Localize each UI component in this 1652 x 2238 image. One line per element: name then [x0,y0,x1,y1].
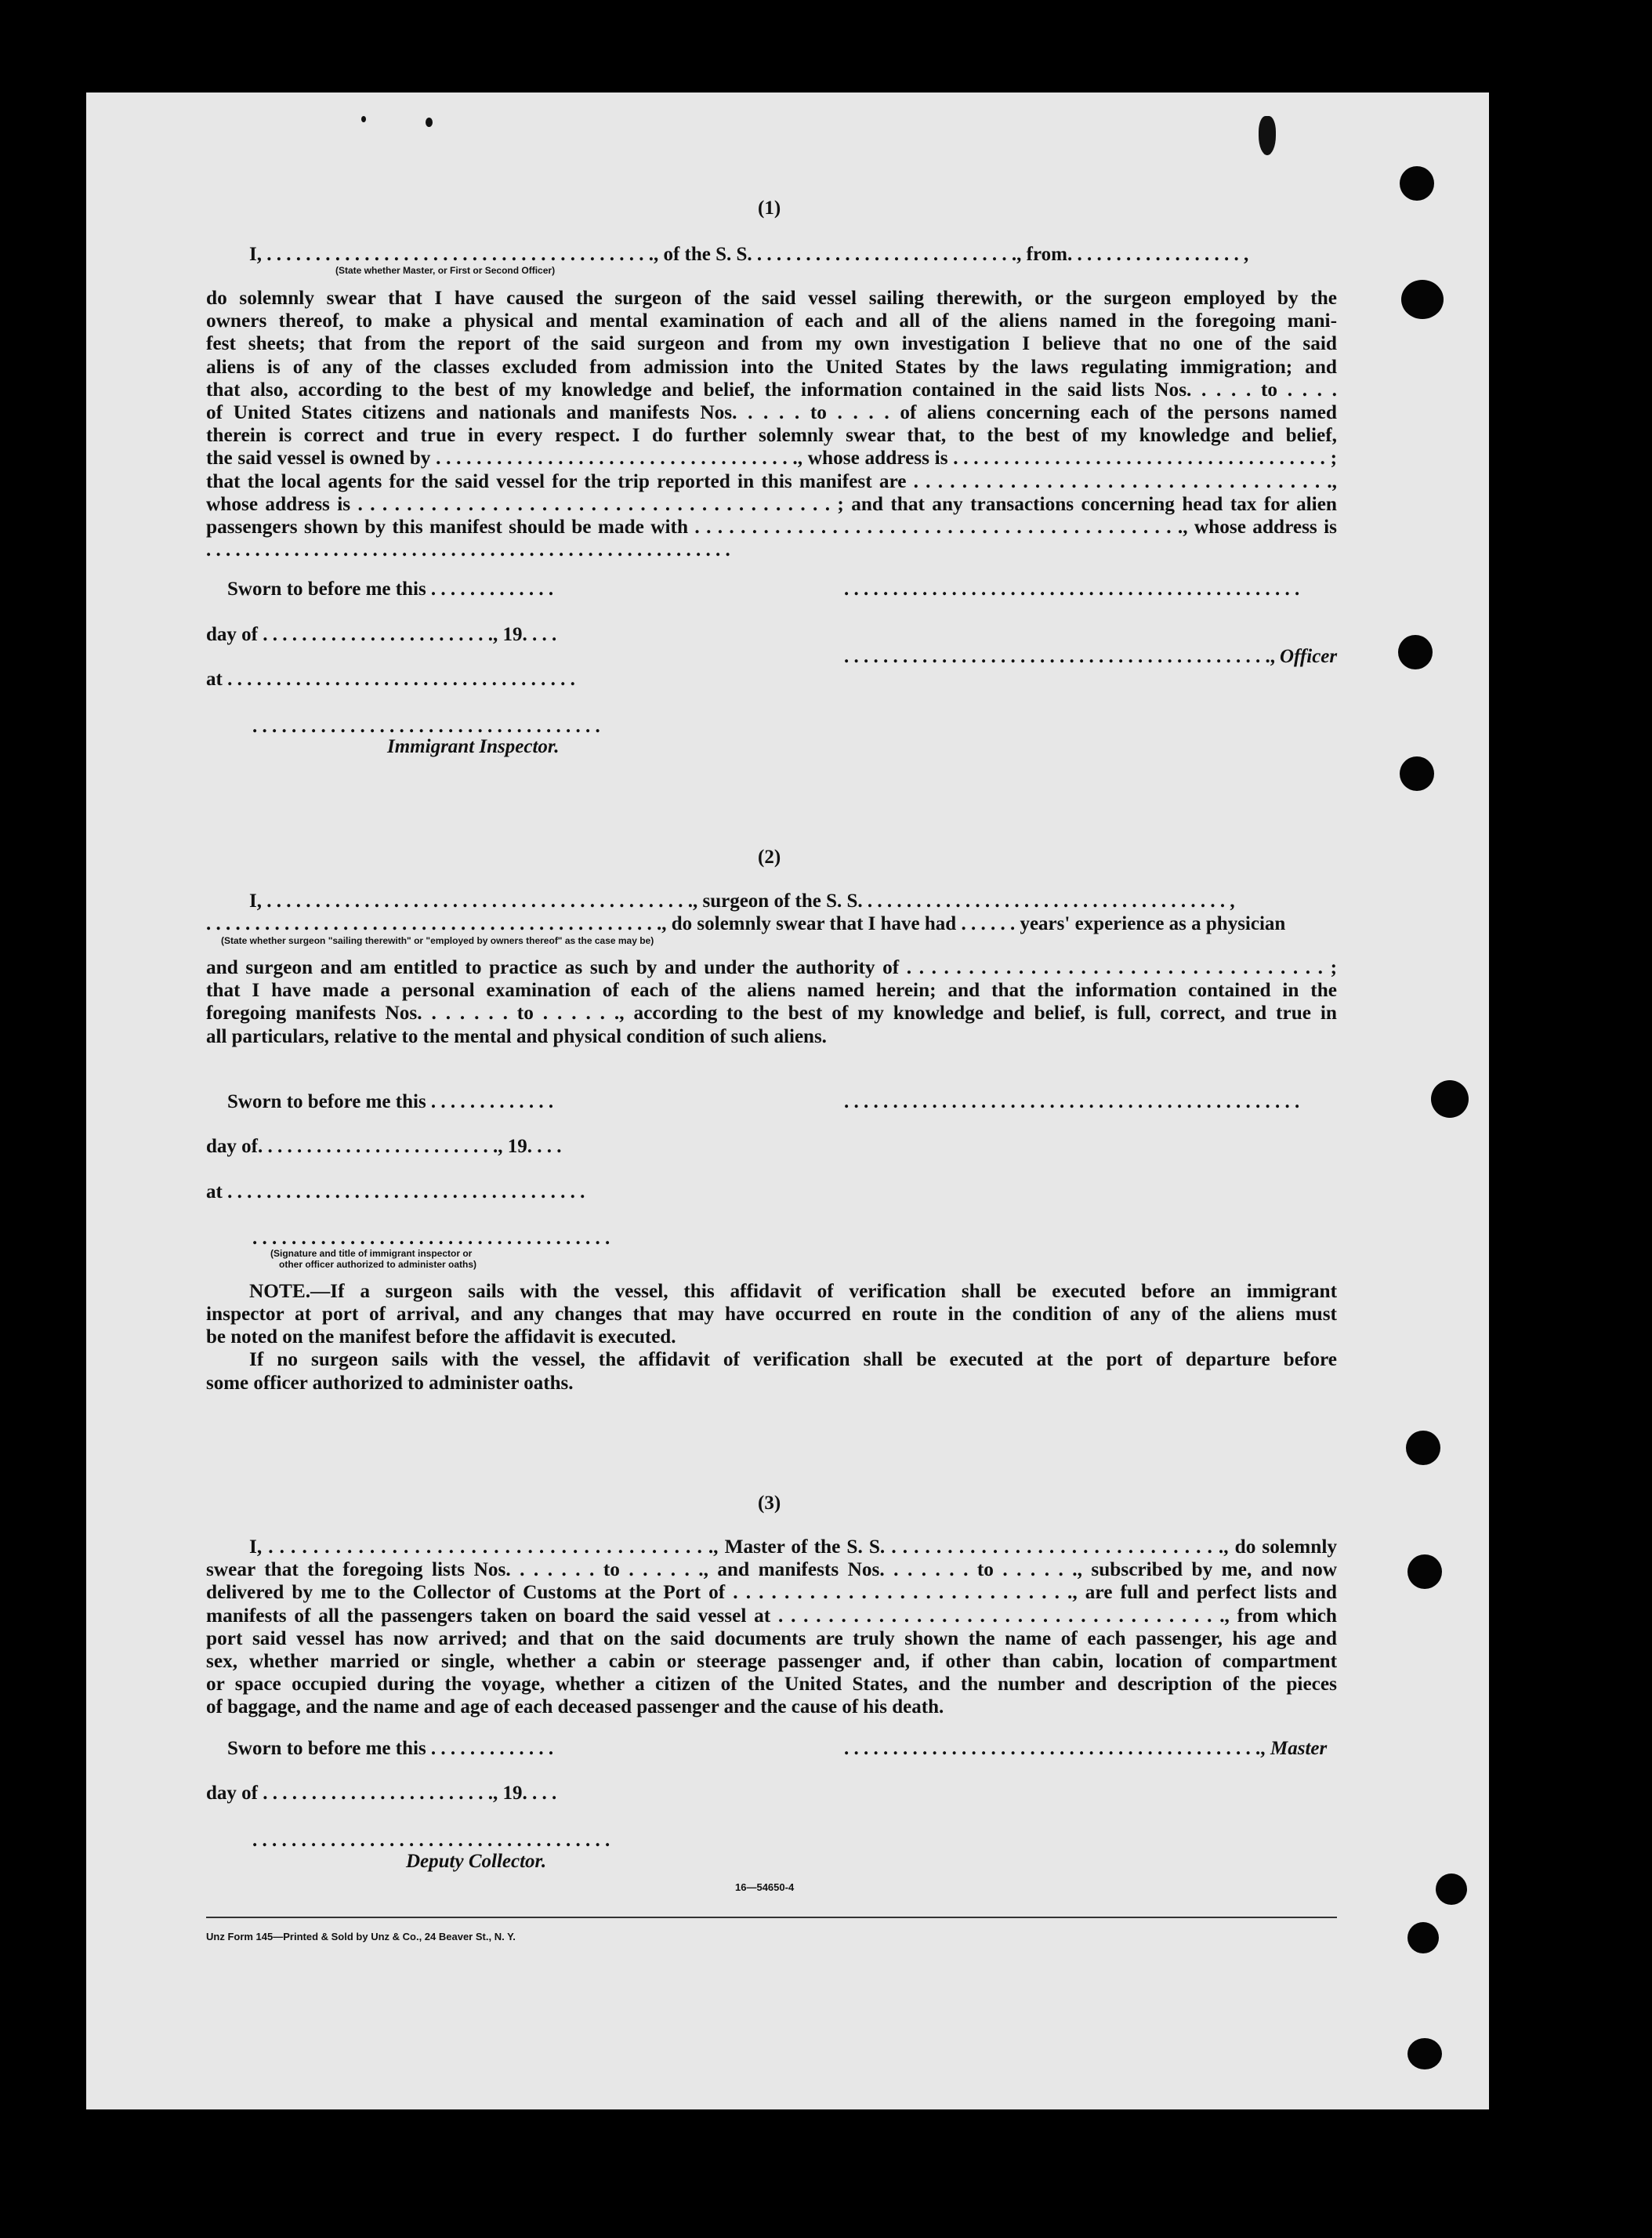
s3-text-line: swear that the foregoing lists Nos. . . . . . . to . . . . . ., and manifests Nos. . . . . . . to . . . . . ., subscribed by me, and now [206,1558,1337,1581]
s1-sworn: Sworn to before me this . . . . . . . . . . . . . [227,579,554,600]
binder-hole [1400,756,1434,791]
s2-line-2: . . . . . . . . . . . . . . . . . . . . . . . . . . . . . . . . . . . . . . . . . . . . . . ., do solemnly swear that I have had . . . . . . years' experience as a physician [206,913,1286,934]
s2-at: at . . . . . . . . . . . . . . . . . . . . . . . . . . . . . . . . . . . . . [206,1181,585,1202]
section-3-number: (3) [758,1493,781,1514]
footer-rule [206,1917,1337,1918]
s3-day: day of . . . . . . . . . . . . . . . . . . . . . . . ., 19. . . . [206,1783,557,1804]
section-1-number: (1) [758,198,781,219]
binder-hole [1401,280,1444,319]
s3-sworn: Sworn to before me this . . . . . . . . . . . . . [227,1738,554,1759]
s2-text-line: all particulars, relative to the mental and physical condition of such aliens. [206,1025,827,1047]
s2-text-line: foregoing manifests Nos. . . . . . . to . . . . . ., according to the best of my knowledge and belief, is full, correct, and true in [206,1002,1337,1025]
s3-master-label: Master [1270,1738,1328,1759]
s1-officer-note: (State whether Master, or First or Second Officer) [335,265,556,276]
s1-text-line: . . . . . . . . . . . . . . . . . . . . . . . . . . . . . . . . . . . . . . . . . . . . . . . . . . . . . . [206,539,730,561]
s2-note-line: some officer authorized to administer oaths. [206,1372,574,1394]
s1-day: day of . . . . . . . . . . . . . . . . . . . . . . . ., 19. . . . [206,624,557,645]
s2-note-line: inspector at port of arrival, and any changes that may have occurred en route in the condition of any of the aliens must [206,1303,1337,1326]
s1-line-1: I, . . . . . . . . . . . . . . . . . . . . . . . . . . . . . . . . . . . . . . . ., of the S. S. . . . . . . . . . . . . . . . . . . . . . . . . . . ., from. . . . . . . . . . . . . . . . . . , [249,244,1249,265]
form-code: 16—54650-4 [735,1881,795,1893]
s1-paragraph [206,287,1337,561]
s3-text-line: sex, whether married or single, whether a cabin or steerage passenger and, if other than cabin, location of compartment [206,1650,1337,1673]
s2-note-line: NOTE.—If a surgeon sails with the vessel, this affidavit of verification shall be executed before an immigrant [249,1280,1337,1302]
s3-text-line: of baggage, and the name and age of each deceased passenger and the cause of his death. [206,1696,944,1718]
s1-text-line: do solemnly swear that I have caused the surgeon of the said vessel sailing therewith, or the surgeon employed by the [206,287,1337,309]
s3-text-line: manifests of all the passengers taken on board the said vessel at . . . . . . . . . . . . . . . . . . . . . . . . . . . . . . . . . . . ., from which [206,1604,1337,1627]
s1-sig-line: . . . . . . . . . . . . . . . . . . . . . . . . . . . . . . . . . . . . [252,716,600,737]
s1-text-line: whose address is . . . . . . . . . . . . . . . . . . . . . . . . . . . . . . . . . . . . . . . ; and that any transactions concerning head tax for alien [206,492,1337,515]
s2-paragraph [206,956,1337,1048]
s1-text-line: therein is correct and true in every respect. I do further solemnly swear that, to the best of my knowledge and belief, [206,424,1337,447]
s3-sig-line: . . . . . . . . . . . . . . . . . . . . . . . . . . . . . . . . . . . . . [252,1830,610,1851]
s1-text-line: that the local agents for the said vessel for the trip reported in this manifest are . . . . . . . . . . . . . . . . . . . . . . . . . . . . . . . . . . ., [206,470,1337,492]
ink-speck [361,116,366,122]
s2-sig-note-2: other officer authorized to administer oaths) [279,1259,477,1270]
s2-right-sig: . . . . . . . . . . . . . . . . . . . . . . . . . . . . . . . . . . . . . . . . . . . . . . . [844,1091,1300,1112]
s1-text-line: passengers shown by this manifest should be made with . . . . . . . . . . . . . . . . . . . . . . . . . . . . . . . . . . . . . . . . . . ., whose address is [206,516,1337,539]
s3-text-line: delivered by me to the Collector of Customs at the Port of . . . . . . . . . . . . . . . . . . . . . . . . . . ., are full and perfect lists and [206,1581,1337,1604]
s1-text-line: the said vessel is owned by . . . . . . . . . . . . . . . . . . . . . . . . . . . . . . . . . . . ., whose address is . . . . . . . . . . . . . . . . . . . . . . . . . . . . . . . . . . . . . ; [206,447,1337,470]
s2-text-line: and surgeon and am entitled to practice as such by and under the authority of . . . . . . . . . . . . . . . . . . . . . . . . . . . . . . . . . . ; [206,956,1337,978]
s2-line-1: I, . . . . . . . . . . . . . . . . . . . . . . . . . . . . . . . . . . . . . . . . . . . ., surgeon of the S. S. . . . . . . . . . . . . . . . . . . . . . . . . . . . . . . . . . . . . . , [249,890,1235,912]
s2-day: day of. . . . . . . . . . . . . . . . . . . . . . . . ., 19. . . . [206,1136,562,1157]
binder-hole [1398,635,1433,669]
s2-text-line: that I have made a personal examination of each of the aliens named herein; and that the information contained in the [206,979,1337,1002]
s1-text-line: aliens is of any of the classes excluded from admission into the United States by the laws regulating immigration; and [206,355,1337,378]
s1-text-line: fest sheets; that from the report of the said surgeon and from my own investigation I believe that no one of the said [206,332,1337,355]
s2-sworn: Sworn to before me this . . . . . . . . . . . . . [227,1091,554,1112]
s3-right-sig: . . . . . . . . . . . . . . . . . . . . . . . . . . . . . . . . . . . . . . . . . . ., [844,1738,1266,1759]
s3-text-line: port said vessel has now arrived; and that on the said documents are truly shown the name of each passenger, his age and [206,1627,1337,1649]
s3-text-line: I, . . . . . . . . . . . . . . . . . . . . . . . . . . . . . . . . . . . . . . . ., Master of the S. S. . . . . . . . . . . . . . . . . . . . . . . . . . . . . . ., do solemnly [249,1536,1337,1558]
binder-hole [1407,1554,1442,1589]
binder-hole [1407,1922,1439,1953]
s1-officer-label: Officer [1280,646,1338,667]
s1-at: at . . . . . . . . . . . . . . . . . . . . . . . . . . . . . . . . . . . . [206,669,575,690]
s3-text-line: or space occupied during the voyage, whether a citizen of the United States, and the number and description of the pieces [206,1673,1337,1696]
binder-hole [1431,1080,1469,1118]
s1-text-line: owners thereof, to make a physical and mental examination of each and all of the aliens named in the foregoing mani- [206,310,1337,332]
footer-imprint: Unz Form 145—Printed & Sold by Unz & Co., 24 Beaver St., N. Y. [206,1931,516,1942]
binder-hole [1407,2038,1442,2069]
s1-right-officer-line: . . . . . . . . . . . . . . . . . . . . . . . . . . . . . . . . . . . . . . . . . . . ., [844,646,1275,667]
s1-right-sig: . . . . . . . . . . . . . . . . . . . . . . . . . . . . . . . . . . . . . . . . . . . . . . . [844,579,1300,600]
s2-note-line: be noted on the manifest before the affidavit is executed. [206,1326,676,1348]
s3-sig-title: Deputy Collector. [406,1851,547,1872]
binder-hole [1406,1431,1440,1465]
s3-paragraph [206,1536,1337,1718]
binder-hole [1436,1873,1467,1905]
s2-note-line: If no surgeon sails with the vessel, the affidavit of verification shall be executed at the port of departure before [249,1348,1337,1371]
s2-sig-line: . . . . . . . . . . . . . . . . . . . . . . . . . . . . . . . . . . . . . [252,1228,610,1249]
section-2-number: (2) [758,847,781,868]
binder-hole [1400,166,1434,201]
s1-text-line: of United States citizens and nationals and manifests Nos. . . . . to . . . . of aliens concerning each of the persons named [206,401,1337,424]
s2-surgeon-note: (State whether surgeon "sailing therewith" or "employed by owners thereof" as the case may be) [221,935,654,946]
ink-speck [426,118,433,127]
ink-speck [1259,116,1276,155]
s2-note [206,1280,1337,1395]
s2-sig-note-1: (Signature and title of immigrant inspector or [270,1248,473,1259]
s1-sig-title: Immigrant Inspector. [387,736,560,757]
s1-text-line: that also, according to the best of my knowledge and belief, the information contained in the said lists Nos. . . . . to . . . . [206,378,1337,401]
